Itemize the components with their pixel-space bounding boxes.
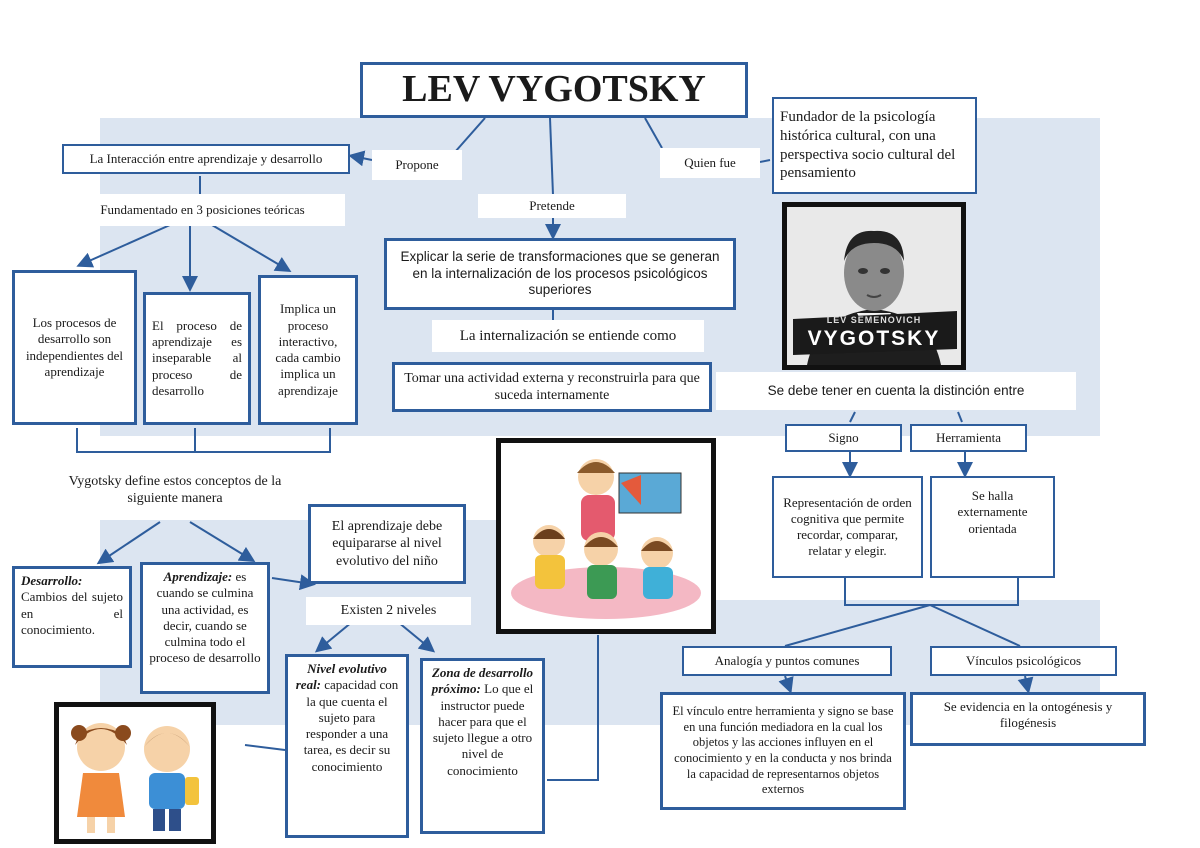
line-propone-interaccion [352,156,372,160]
line-title-quien [645,118,662,148]
line-bracket-analogia [785,605,930,646]
line-distincion-herr [958,412,962,422]
line-photo-zona [547,635,598,780]
line-quien-box [760,160,770,162]
line-define-aprendizaje [190,522,252,560]
interaccion-box: La Interacción entre aprendizaje y desarrollo [62,144,350,174]
quien-fue-label: Quien fue [660,148,760,178]
line-fund-pos1 [80,225,170,265]
line-title-pretende [550,118,553,195]
analogia-def-box: El vínculo entre herramienta y signo se base en una función mediadora en la cual los objetos y las acciones influyen en el conocimiento y en la conducta y nos brinda la capacidad de representarnos objetos externos [660,692,906,810]
aprendizaje-def: es cuando se culmina una actividad, es decir, cuando se culmina todo el proceso de desarrollo [149,569,261,666]
portrait-caption-big: VYGOTSKY [807,327,941,350]
children-reading-illustration [496,438,716,634]
herramienta-def-box: Se halla externamente orientada [930,476,1055,578]
desarrollo-def: Cambios del sujeto en el conocimiento. [21,589,123,637]
distincion-label: Se debe tener en cuenta la distinción entre [716,372,1076,410]
aprendizaje-box [140,562,270,694]
line-kids-bracket [245,745,285,750]
define-label: Vygotsky define estos conceptos de la siguiente manera [45,460,305,520]
bracket-signo-herr [845,578,1018,605]
aprendizaje-term: Aprendizaje: [163,569,233,584]
tomar-box: Tomar una actividad externa y reconstruirla para que suceda internamente [392,362,712,412]
equiparar-box: El aprendizaje debe equipararse al nivel evolutivo del niño [308,504,466,584]
fundamentado-label: Fundamentado en 3 posiciones teóricas [60,194,345,226]
line-niveles-real [318,622,352,650]
line-niveles-zona [398,622,432,650]
line-title-propone [455,118,485,152]
analogia-box: Analogía y puntos comunes [682,646,892,676]
vinculos-def-box: Se evidencia en la ontogénesis y filogénesis [910,692,1146,746]
zona-def: Lo que el instructor puede hacer para que el sujeto llegue a otro nivel de conocimiento [432,681,534,778]
vinculos-box: Vínculos psicológicos [930,646,1117,676]
position-box-1: Los procesos de desarrollo son independientes del aprendizaje [12,270,137,425]
signo-def-box: Representación de orden cognitiva que permite recordar, comparar, relatar y elegir. [772,476,923,578]
zona-term: Zona de desarrollo próximo: [431,665,534,697]
portrait-caption-small: LEV SEMENOVICH [826,315,922,325]
line-fund-pos3 [212,225,288,270]
zona-text [429,665,536,779]
zona-box [420,658,545,834]
position-box-2: El proceso de aprendizaje es inseparable al proceso de desarrollo [143,292,251,425]
nivel-real-box [285,654,409,838]
explicar-box: Explicar la serie de transformaciones que se generan en la internalización de los procesos psicológicos superiores [384,238,736,310]
line-distincion-signo [850,412,855,422]
desarrollo-text [21,573,123,638]
desarrollo-box [12,566,132,668]
page-title: LEV VYGOTSKY [360,62,748,118]
quien-fue-box: Fundador de la psicología histórica cultural, con una perspectiva socio cultural del pensamiento [772,97,977,194]
line-vinculos-def [1025,676,1028,690]
pretende-label: Pretende [478,194,626,218]
propone-label: Propone [372,150,462,180]
nivel-real-text [294,661,400,775]
line-analogia-def [785,676,790,690]
line-bracket-vinculos [930,605,1020,646]
nivel-real-def: capacidad con la que cuenta el sujeto para responder a una tarea, es decir su conocimiento [303,677,399,774]
children-reading-drawing [501,443,711,629]
bracket-positions [77,428,330,452]
desarrollo-term: Desarrollo: [21,573,83,588]
position-box-3: Implica un proceso interactivo, cada cambio implica un aprendizaje [258,275,358,425]
herramienta-box: Herramienta [910,424,1027,452]
vygotsky-portrait [782,202,966,370]
internalizacion-label: La internalización se entiende como [432,320,704,352]
nivel-real-term: Nivel evolutivo real: [295,661,387,693]
niveles-label: Existen 2 niveles [306,597,471,625]
two-kids-drawing [59,707,211,839]
line-aprendizaje-niveles [272,578,312,584]
aprendizaje-text [149,569,261,667]
line-define-desarrollo [100,522,160,562]
signo-box: Signo [785,424,902,452]
two-kids-illustration [54,702,216,844]
